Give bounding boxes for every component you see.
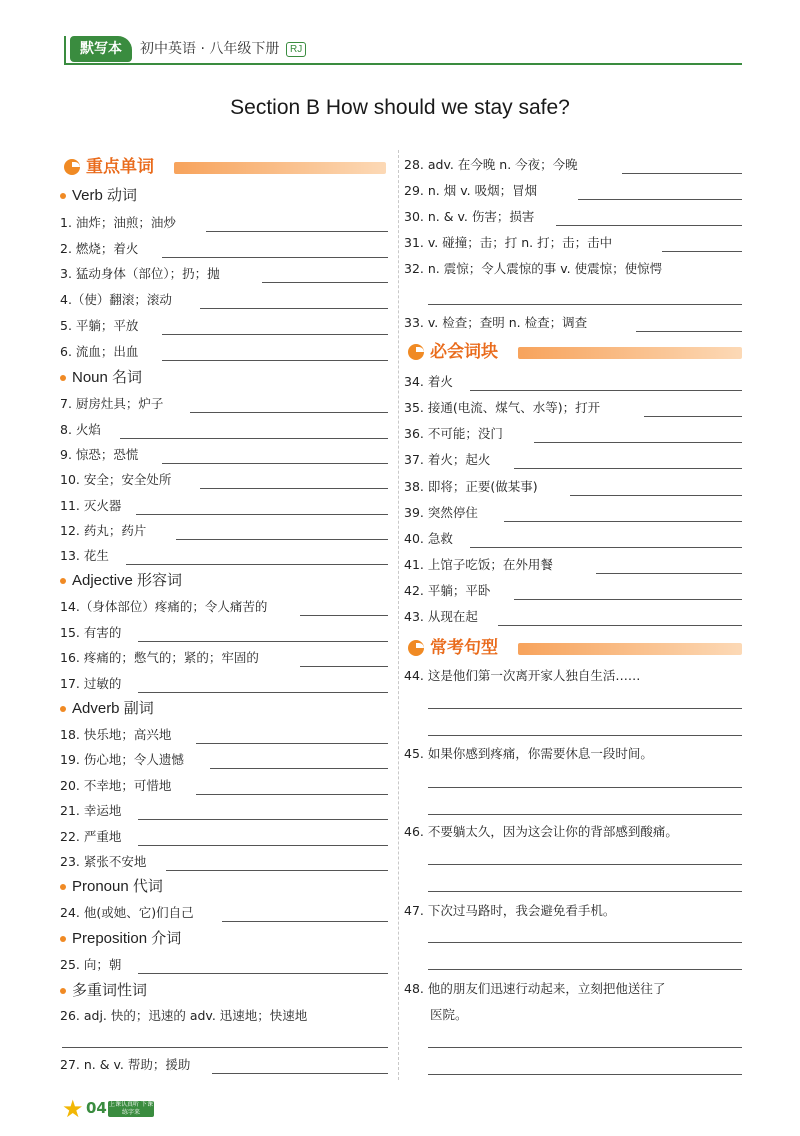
answer-blank[interactable] (596, 573, 742, 574)
subject-label: 初中英语 · 八年级下册 (140, 41, 280, 57)
answer-blank[interactable] (428, 942, 742, 943)
section-title: 常考句型 (430, 638, 498, 658)
section-icon (408, 640, 424, 656)
answer-blank[interactable] (428, 735, 742, 736)
list-item: 10. 安全；安全处所 (60, 472, 172, 487)
list-item: 46. 不要躺太久，因为这会让你的背部感到酸痛。 (404, 824, 678, 839)
list-item: 47. 下次过马路时，我会避免看手机。 (404, 903, 616, 918)
list-item: 20. 不幸地；可惜地 (60, 778, 172, 793)
bullet-icon (60, 578, 66, 584)
star-icon: ★ (62, 1095, 84, 1123)
list-item: 4.（使）翻滚；滚动 (60, 292, 172, 307)
list-item: 5. 平躺；平放 (60, 318, 139, 333)
answer-blank[interactable] (166, 870, 388, 871)
answer-blank[interactable] (162, 360, 388, 361)
list-item: 7. 厨房灶具；炉子 (60, 396, 164, 411)
answer-blank[interactable] (210, 768, 388, 769)
list-item: 33. v. 检查；查明 n. 检查；调查 (404, 315, 588, 330)
section-icon (408, 344, 424, 360)
section-bar (518, 347, 742, 359)
list-item: 36. 不可能；没门 (404, 426, 503, 441)
list-item: 8. 火焰 (60, 422, 101, 437)
list-item: 39. 突然停住 (404, 505, 478, 520)
answer-blank[interactable] (222, 921, 388, 922)
header-rule-vertical (64, 36, 66, 64)
answer-blank[interactable] (428, 864, 742, 865)
answer-blank[interactable] (138, 641, 388, 642)
edition-badge: RJ (286, 42, 306, 57)
section-title: 必会词块 (430, 342, 498, 362)
answer-blank[interactable] (504, 521, 742, 522)
answer-blank[interactable] (138, 819, 388, 820)
category-label: Adjective 形容词 (72, 572, 183, 589)
book-tag: 默写本 (70, 36, 132, 62)
list-item: 43. 从现在起 (404, 609, 478, 624)
category-adjective (60, 571, 182, 591)
list-item: 42. 平躺；平卧 (404, 583, 491, 598)
section-title: 重点单词 (86, 157, 154, 177)
category-label: Pronoun 代词 (72, 878, 163, 895)
list-item: 6. 流血；出血 (60, 344, 139, 359)
list-item: 1. 油炸；油煎；油炒 (60, 215, 176, 230)
category-preposition (60, 929, 181, 949)
list-item: 21. 幸运地 (60, 803, 122, 818)
answer-blank[interactable] (176, 539, 388, 540)
answer-blank[interactable] (514, 599, 742, 600)
list-item: 15. 有害的 (60, 625, 122, 640)
answer-blank[interactable] (262, 282, 388, 283)
list-item: 38. 即将；正要(做某事) (404, 479, 538, 494)
answer-blank[interactable] (662, 251, 742, 252)
answer-blank[interactable] (212, 1073, 388, 1074)
list-item: 11. 灭火器 (60, 498, 122, 513)
bullet-icon (60, 193, 66, 199)
answer-blank[interactable] (200, 308, 388, 309)
list-item: 35. 接通(电流、煤气、水等)；打开 (404, 400, 601, 415)
answer-blank[interactable] (428, 1047, 742, 1048)
category-label: Noun 名词 (72, 369, 143, 386)
answer-blank[interactable] (534, 442, 742, 443)
category-noun (60, 368, 142, 388)
list-item: 18. 快乐地；高兴地 (60, 727, 172, 742)
list-item: 31. v. 碰撞；击；打 n. 打；击；击中 (404, 235, 613, 250)
bullet-icon (60, 706, 66, 712)
answer-blank[interactable] (162, 334, 388, 335)
answer-blank[interactable] (120, 438, 388, 439)
category-adverb (60, 699, 154, 719)
list-item: 37. 着火；起火 (404, 452, 491, 467)
category-multi (60, 981, 147, 1001)
list-item: 25. 向；朝 (60, 957, 122, 972)
category-pronoun (60, 877, 163, 897)
list-item: 19. 伤心地；令人遗憾 (60, 752, 184, 767)
answer-blank[interactable] (622, 173, 742, 174)
category-label: Verb 动词 (72, 187, 138, 204)
list-item: 13. 花生 (60, 548, 109, 563)
answer-blank[interactable] (428, 787, 742, 788)
list-item: 26. adj. 快的；迅速的 adv. 迅速地；快速地 (60, 1008, 308, 1023)
answer-blank[interactable] (428, 891, 742, 892)
bullet-icon (60, 936, 66, 942)
list-item: 40. 急救 (404, 531, 453, 546)
list-item: 24. 他(或她、它)们自己 (60, 905, 194, 920)
list-item: 34. 着火 (404, 374, 453, 389)
list-item: 44. 这是他们第一次离开家人独自生活…… (404, 668, 641, 683)
list-item: 2. 燃烧；着火 (60, 241, 139, 256)
list-item: 3. 猛动身体（部位）；扔；抛 (60, 266, 220, 281)
answer-blank[interactable] (570, 495, 742, 496)
page-title: Section B How should we stay safe? (230, 96, 570, 119)
answer-blank[interactable] (196, 743, 388, 744)
list-item: 32. n. 震惊；令人震惊的事 v. 使震惊；使惊愕 (404, 261, 663, 276)
section-icon (64, 159, 80, 175)
bullet-icon (60, 988, 66, 994)
answer-blank[interactable] (126, 564, 388, 565)
column-divider (398, 150, 399, 1080)
category-label: Preposition 介词 (72, 930, 182, 947)
answer-blank[interactable] (470, 390, 742, 391)
bullet-icon (60, 884, 66, 890)
answer-blank[interactable] (428, 708, 742, 709)
answer-blank[interactable] (162, 257, 388, 258)
answer-blank[interactable] (136, 514, 388, 515)
answer-blank[interactable] (300, 615, 388, 616)
answer-blank[interactable] (428, 969, 742, 970)
answer-blank[interactable] (470, 547, 742, 548)
footer-badge: 上课认真听 下课练字来 (109, 1101, 153, 1116)
answer-blank[interactable] (636, 331, 742, 332)
section-bar (174, 162, 386, 174)
bullet-icon (60, 375, 66, 381)
answer-blank[interactable] (200, 488, 388, 489)
list-item: 22. 严重地 (60, 829, 122, 844)
answer-blank[interactable] (514, 468, 742, 469)
section-bar (518, 643, 742, 655)
answer-blank[interactable] (300, 666, 388, 667)
answer-blank[interactable] (138, 692, 388, 693)
answer-blank[interactable] (162, 463, 388, 464)
section-sentences (408, 636, 742, 660)
list-item: 23. 紧张不安地 (60, 854, 147, 869)
answer-blank[interactable] (428, 1074, 742, 1075)
section-words (64, 155, 386, 179)
category-label: 多重词性词 (72, 982, 148, 999)
list-item: 41. 上馆子吃饭；在外用餐 (404, 557, 553, 572)
header-rule (64, 63, 742, 65)
answer-blank[interactable] (428, 814, 742, 815)
list-item-continuation: 医院。 (430, 1007, 468, 1022)
answer-blank[interactable] (138, 973, 388, 974)
answer-blank[interactable] (62, 1047, 388, 1048)
answer-blank[interactable] (138, 845, 388, 846)
category-verb (60, 186, 137, 206)
list-item: 16. 疼痛的；憋气的；紧的；牢固的 (60, 650, 259, 665)
answer-blank[interactable] (190, 412, 388, 413)
list-item: 45. 如果你感到疼痛，你需要休息一段时间。 (404, 746, 653, 761)
answer-blank[interactable] (644, 416, 742, 417)
list-item: 12. 药丸；药片 (60, 523, 147, 538)
answer-blank[interactable] (196, 794, 388, 795)
section-phrases (408, 340, 742, 364)
answer-blank[interactable] (206, 231, 388, 232)
list-item: 30. n. & v. 伤害；损害 (404, 209, 535, 224)
page-number: 04 (86, 1099, 107, 1117)
list-item: 28. adv. 在今晚 n. 今夜；今晚 (404, 157, 578, 172)
category-label: Adverb 副词 (72, 700, 154, 717)
list-item: 48. 他的朋友们迅速行动起来，立刻把他送往了 (404, 981, 666, 996)
list-item: 14.（身体部位）疼痛的；令人痛苦的 (60, 599, 268, 614)
list-item: 29. n. 烟 v. 吸烟；冒烟 (404, 183, 538, 198)
list-item: 17. 过敏的 (60, 676, 122, 691)
answer-blank[interactable] (498, 625, 742, 626)
answer-blank[interactable] (556, 225, 742, 226)
answer-blank[interactable] (578, 199, 742, 200)
list-item: 27. n. & v. 帮助；援助 (60, 1057, 191, 1072)
list-item: 9. 惊恐；恐慌 (60, 447, 139, 462)
answer-blank[interactable] (428, 304, 742, 305)
